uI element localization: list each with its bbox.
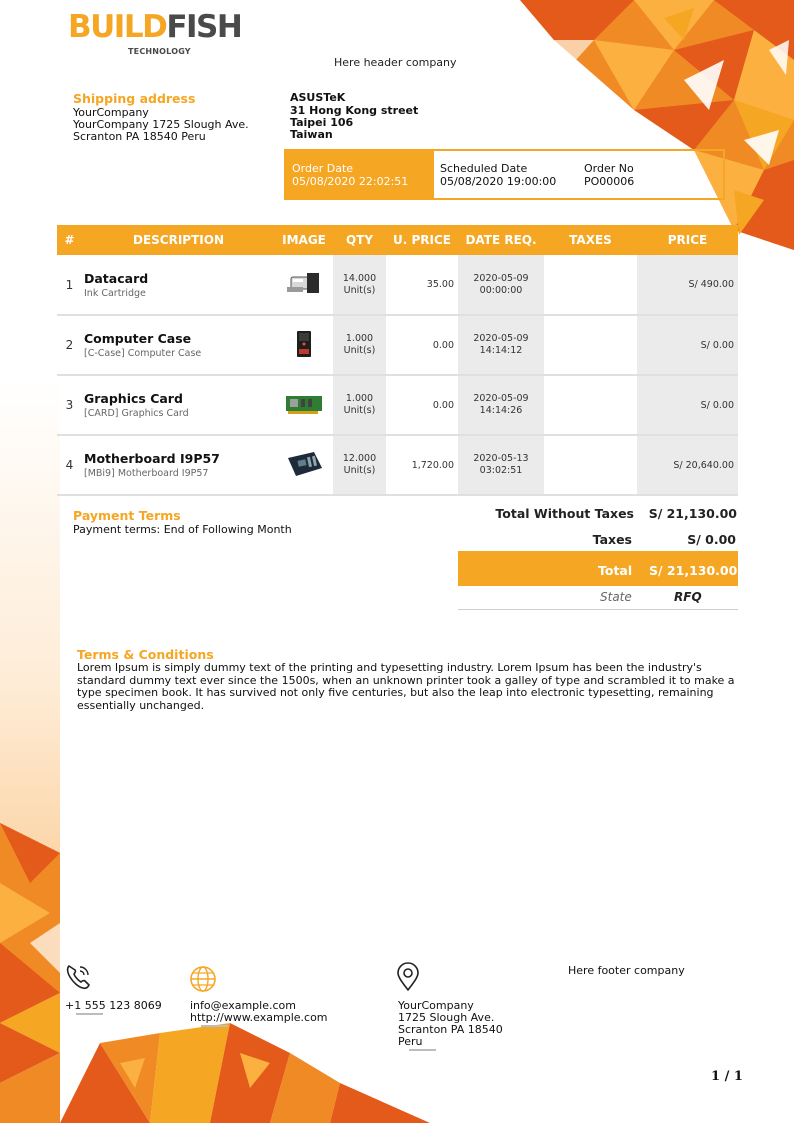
column-header: TAXES <box>544 225 637 255</box>
order-date-label: Order Date <box>292 162 354 175</box>
vendor-line: ASUSTeK <box>290 91 346 104</box>
total-untaxed-label: Total Without Taxes <box>495 506 634 521</box>
footer-email[interactable]: info@example.com <box>190 999 296 1012</box>
line-taxes <box>544 255 637 315</box>
computer-case-icon <box>285 329 323 359</box>
time-value: 14:14:26 <box>479 405 523 416</box>
line-number: 4 <box>57 435 82 495</box>
line-unit-price: 0.00 <box>386 375 458 435</box>
product-name: Datacard <box>84 270 149 286</box>
payment-terms-text: Payment terms: End of Following Month <box>73 523 292 536</box>
line-date-required <box>458 375 544 435</box>
line-description <box>82 435 275 495</box>
line-description <box>82 375 275 435</box>
total-label: Total <box>598 563 633 578</box>
scheduled-date-cell <box>433 151 583 200</box>
line-description <box>82 315 275 375</box>
product-description: Ink Cartridge <box>84 287 146 299</box>
terms-text: Lorem Ipsum is simply dummy text of the printing and typesetting industry. Lorem Ipsum has been the industry's standard dummy text ever since the 1500s, when an unknown printer took a galley of type and scrambled it to make a type specimen book. It has survived not only five centuries, but also the leap into electronic typesetting, remaining essentially unchanged. <box>77 661 735 712</box>
table-row <box>57 315 738 375</box>
payment-terms-title: Payment Terms <box>73 508 181 523</box>
order-date-cell <box>286 151 433 200</box>
terms-title: Terms & Conditions <box>77 647 214 662</box>
column-header: PRICE <box>637 225 738 255</box>
product-description: [MBi9] Motherboard I9P57 <box>84 468 209 479</box>
footer-address-line: Peru <box>398 1035 423 1048</box>
product-image <box>275 255 333 315</box>
footer-address-line: Scranton PA 18540 <box>398 1023 503 1036</box>
order-number-label: Order No <box>584 162 634 175</box>
quantity-unit: Unit(s) <box>343 405 376 416</box>
phone-icon <box>63 962 93 992</box>
line-number: 3 <box>57 375 82 435</box>
state-label: State <box>600 590 632 604</box>
company-logo <box>68 9 242 60</box>
order-info-box <box>284 149 725 200</box>
line-taxes <box>544 375 637 435</box>
table-row <box>57 255 738 315</box>
footer-divider <box>201 1025 228 1027</box>
taxes-value: S/ 0.00 <box>687 532 736 547</box>
date-value: 2020-05-09 <box>473 333 529 344</box>
column-header: DATE REQ. <box>458 225 544 255</box>
quantity-unit: Unit(s) <box>343 465 376 476</box>
product-image <box>275 435 333 495</box>
line-unit-price: 35.00 <box>386 255 458 315</box>
footer-address-line: YourCompany <box>398 999 474 1012</box>
state-value: RFQ <box>674 590 702 604</box>
motherboard-icon <box>284 450 324 478</box>
quantity-value: 1.000 <box>345 393 374 404</box>
logo-text-build: BUILD <box>68 9 167 45</box>
product-description: [CARD] Graphics Card <box>84 408 189 419</box>
footer-divider <box>409 1049 436 1051</box>
line-quantity <box>333 435 386 495</box>
line-number: 1 <box>57 255 82 315</box>
table-header-row <box>57 225 738 255</box>
line-number: 2 <box>57 315 82 375</box>
date-value: 2020-05-13 <box>473 453 529 464</box>
line-taxes <box>544 435 637 495</box>
shipping-address-label: Shipping address <box>73 91 196 106</box>
line-unit-price: 1,720.00 <box>386 435 458 495</box>
line-price: S/ 0.00 <box>637 375 738 435</box>
order-lines-table <box>57 225 738 496</box>
date-value: 2020-05-09 <box>473 272 529 284</box>
footer-phone: +1 555 123 8069 <box>65 999 162 1012</box>
page-number: 1 / 1 <box>711 1069 743 1084</box>
line-taxes <box>544 315 637 375</box>
order-number-cell <box>584 151 725 200</box>
product-image <box>275 315 333 375</box>
column-header: QTY <box>333 225 386 255</box>
shipping-line: Scranton PA 18540 Peru <box>73 130 206 143</box>
footer-company-text: Here footer company <box>568 964 685 977</box>
scheduled-date-value: 05/08/2020 19:00:00 <box>440 175 557 188</box>
time-value: 00:00:00 <box>479 284 523 296</box>
time-value: 14:14:12 <box>479 345 523 356</box>
vendor-line: Taipei 106 <box>290 116 354 129</box>
location-pin-icon <box>393 962 423 992</box>
footer-address-line: 1725 Slough Ave. <box>398 1011 495 1024</box>
order-date-value: 05/08/2020 22:02:51 <box>292 175 409 188</box>
line-price: S/ 20,640.00 <box>637 435 738 495</box>
line-quantity <box>333 315 386 375</box>
column-header: U. PRICE <box>386 225 458 255</box>
scheduled-date-label: Scheduled Date <box>440 162 528 175</box>
quantity-value: 14.000 <box>342 272 377 284</box>
footer-divider <box>76 1013 103 1015</box>
column-header: DESCRIPTION <box>82 225 275 255</box>
line-date-required <box>458 435 544 495</box>
vendor-line: 31 Hong Kong street <box>290 104 419 117</box>
total-value: S/ 21,130.00 <box>649 563 738 578</box>
column-header: # <box>57 225 82 255</box>
line-quantity <box>333 255 386 315</box>
table-row <box>57 435 738 495</box>
line-date-required <box>458 315 544 375</box>
line-price: S/ 490.00 <box>637 255 738 315</box>
graphics-card-icon <box>284 391 324 417</box>
logo-text-fish: FISH <box>166 9 242 45</box>
line-description <box>82 255 275 315</box>
line-date-required <box>458 255 544 315</box>
table-row <box>57 375 738 435</box>
column-header: IMAGE <box>275 225 333 255</box>
product-image <box>275 375 333 435</box>
shipping-line: YourCompany 1725 Slough Ave. <box>73 118 249 131</box>
logo-subtitle: TECHNOLOGY <box>128 47 191 56</box>
total-untaxed-value: S/ 21,130.00 <box>648 506 737 521</box>
shipping-line: YourCompany <box>73 106 149 119</box>
quantity-unit: Unit(s) <box>343 345 376 356</box>
time-value: 03:02:51 <box>479 465 523 476</box>
quantity-value: 1.000 <box>345 333 374 344</box>
vendor-line: Taiwan <box>290 128 333 141</box>
quantity-unit: Unit(s) <box>343 284 376 296</box>
globe-icon <box>188 964 218 994</box>
line-price: S/ 0.00 <box>637 315 738 375</box>
quantity-value: 12.000 <box>342 453 377 464</box>
header-company-text: Here header company <box>334 56 457 69</box>
product-name: Graphics Card <box>84 391 183 406</box>
date-value: 2020-05-09 <box>473 393 529 404</box>
taxes-label: Taxes <box>592 532 632 547</box>
total-bar <box>458 551 738 586</box>
footer-website[interactable]: http://www.example.com <box>190 1011 328 1024</box>
order-number-value: PO00006 <box>584 175 635 188</box>
state-row <box>458 588 738 610</box>
product-name: Computer Case <box>84 331 192 346</box>
product-description: [C-Case] Computer Case <box>84 348 202 359</box>
ink-cartridge-icon <box>285 269 323 297</box>
line-unit-price: 0.00 <box>386 315 458 375</box>
product-name: Motherboard I9P57 <box>84 451 220 466</box>
line-quantity <box>333 375 386 435</box>
